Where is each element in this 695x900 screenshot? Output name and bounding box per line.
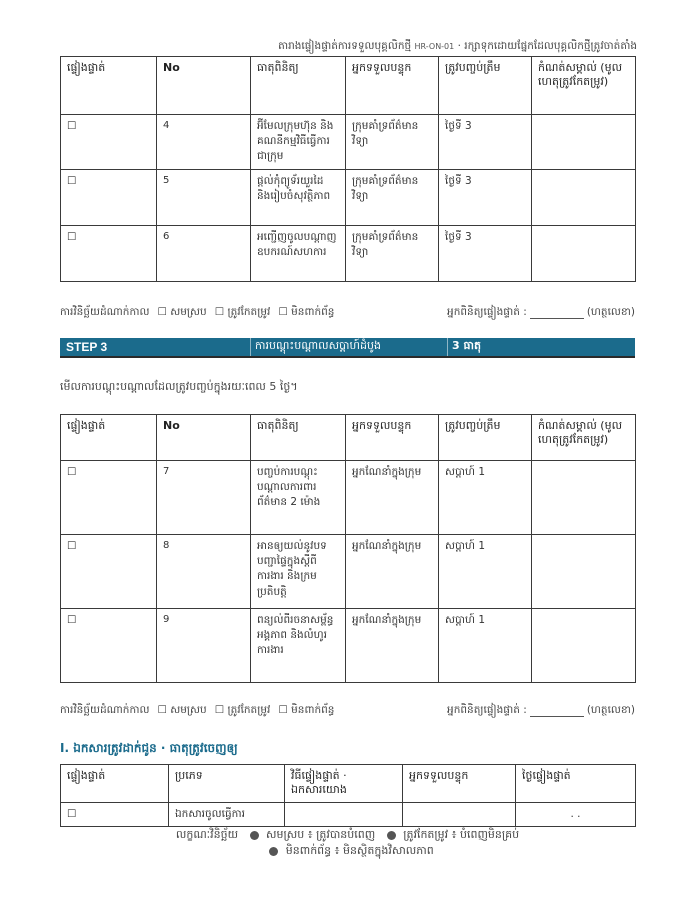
row-owner: អ្នកណែនាំក្នុងក្រុម <box>346 609 439 683</box>
row-checkbox[interactable]: ☐ <box>61 802 169 826</box>
header-check: ផ្ទៀងផ្ទាត់ <box>61 415 157 461</box>
table-header-row <box>61 57 636 115</box>
legend-appropriate: សមស្រប ៖ ត្រូវបានបំពេញ <box>266 828 376 841</box>
header-owner: អ្នកទទួលបន្ទុក <box>346 57 439 115</box>
header-owner: អ្នកទទួលបន្ទុក <box>346 415 439 461</box>
row-notes[interactable] <box>532 461 636 535</box>
row-notes[interactable] <box>532 609 636 683</box>
header-no: No <box>157 415 251 461</box>
decision-needs-fix-checkbox[interactable]: ☐ ត្រូវកែតម្រូវ <box>214 306 271 318</box>
row-owner: ក្រុមគាំទ្រព័ត៌មានវិទ្យា <box>346 115 439 170</box>
decision-label: ការវិនិច្ឆ័យដំណាក់កាល <box>60 306 150 318</box>
step-description: មើលការបណ្តុះបណ្តាលដែលត្រូវបញ្ចប់ក្នុងរយៈពេល 5 ថ្ងៃ។ <box>60 380 298 393</box>
decision-appropriate-checkbox[interactable]: ☐ សមស្រប <box>157 704 207 716</box>
table-row <box>61 461 636 535</box>
header-notes: កំណត់សម្គាល់ (មូលហេតុត្រូវកែតម្រូវ) <box>532 57 636 115</box>
table-header-row <box>61 765 636 803</box>
table-row <box>61 225 636 281</box>
step-name: ការបណ្តុះបណ្តាលសប្តាហ៍ដំបូង <box>250 338 447 356</box>
header-deadline: ត្រូវបញ្ចប់ត្រឹម <box>439 415 532 461</box>
header-notes: កំណត់សម្គាល់ (មូលហេតុត្រូវកែតម្រូវ) <box>532 415 636 461</box>
row-owner: អ្នកណែនាំក្នុងក្រុម <box>346 461 439 535</box>
row-checkbox[interactable]: ☐ <box>61 609 157 683</box>
table-row <box>61 609 636 683</box>
header-date: ថ្ងៃផ្ទៀងផ្ទាត់ <box>516 765 636 803</box>
step-number: STEP 3 <box>66 340 108 354</box>
legend-not-applicable: មិនពាក់ព័ន្ធ ៖ មិនស្ថិតក្នុងវិសាលភាព <box>285 844 434 857</box>
form-code: HR-ON-01 <box>414 42 455 51</box>
header-item: ធាតុពិនិត្យ <box>251 415 346 461</box>
row-notes[interactable] <box>532 169 636 225</box>
row-item: ផ្តល់កុំព្យូទ័រយួរដៃ និងរៀបចំសុវត្ថិភាព <box>251 169 346 225</box>
reviewer-label: អ្នកពិនិត្យផ្ទៀងផ្ទាត់ : <box>447 704 527 716</box>
table-row <box>61 802 636 826</box>
signature-label: (ហត្ថលេខា) <box>586 306 635 318</box>
signature-line[interactable] <box>530 309 584 319</box>
legend-line-1 <box>0 828 695 844</box>
row-item: អ៊ីមែលក្រុមហ៊ុន និងគណនីកម្មវិធីធ្វើការជាក្រុម <box>251 115 346 170</box>
header-check: ផ្ទៀងផ្ទាត់ <box>61 765 169 803</box>
bullet-icon <box>250 831 259 840</box>
legend-label: លក្ខណៈវិនិច្ឆ័យ <box>175 828 239 841</box>
stage-decision <box>60 704 635 719</box>
step-header-bar <box>60 338 635 358</box>
row-no: 8 <box>157 535 251 609</box>
bullet-icon <box>387 831 396 840</box>
table-header-row <box>61 415 636 461</box>
row-notes[interactable] <box>532 535 636 609</box>
row-no: 7 <box>157 461 251 535</box>
table-row <box>61 535 636 609</box>
row-item: អញ្ជើញចូលបណ្តាញឧបករណ៍សហការ <box>251 225 346 281</box>
row-no: 5 <box>157 169 251 225</box>
step-item-count: 3 ធាតុ <box>447 338 481 356</box>
row-deadline: សប្តាហ៍ 1 <box>439 461 532 535</box>
stage-decision <box>60 306 635 321</box>
row-date[interactable]: . . <box>516 802 636 826</box>
row-notes[interactable] <box>532 225 636 281</box>
table-row <box>61 115 636 170</box>
row-deadline: សប្តាហ៍ 1 <box>439 535 532 609</box>
section-title: I. ឯកសារត្រូវដាក់ជូន · ធាតុត្រូវចេញឲ្យ <box>60 741 238 755</box>
reviewer-label: អ្នកពិនិត្យផ្ទៀងផ្ទាត់ : <box>447 306 527 318</box>
header-check: ផ្ទៀងផ្ទាត់ <box>61 57 157 115</box>
row-item: បញ្ចប់ការបណ្តុះបណ្តាលការពារព័ត៌មាន 2 ម៉ោង <box>251 461 346 535</box>
row-owner[interactable] <box>403 802 516 826</box>
signature-line[interactable] <box>530 707 584 717</box>
documents-table <box>60 764 636 827</box>
row-item: អានឲ្យយល់នូវបទបញ្ជាផ្ទៃក្នុងស្តីពីការងារ និងក្រមប្រតិបត្តិ <box>251 535 346 609</box>
row-owner: ក្រុមគាំទ្រព័ត៌មានវិទ្យា <box>346 169 439 225</box>
row-deadline: ថ្ងៃទី 3 <box>439 169 532 225</box>
row-checkbox[interactable]: ☐ <box>61 461 157 535</box>
header-no: No <box>157 57 251 115</box>
decision-label: ការវិនិច្ឆ័យដំណាក់កាល <box>60 704 150 716</box>
decision-not-applicable-checkbox[interactable]: ☐ មិនពាក់ព័ន្ធ <box>278 306 335 318</box>
decision-appropriate-checkbox[interactable]: ☐ សមស្រប <box>157 306 207 318</box>
header-owner: អ្នកទទួលបន្ទុក <box>403 765 516 803</box>
row-method[interactable] <box>285 802 403 826</box>
row-checkbox[interactable]: ☐ <box>61 225 157 281</box>
row-owner: អ្នកណែនាំក្នុងក្រុម <box>346 535 439 609</box>
bullet-icon <box>269 847 278 856</box>
legend-needs-fix: ត្រូវកែតម្រូវ ៖ បំពេញមិនគ្រប់ <box>403 828 520 841</box>
row-checkbox[interactable]: ☐ <box>61 115 157 170</box>
row-notes[interactable] <box>532 115 636 170</box>
row-checkbox[interactable]: ☐ <box>61 535 157 609</box>
legend-line-2 <box>0 844 695 860</box>
checklist-table-step2 <box>60 56 636 282</box>
row-deadline: ថ្ងៃទី 3 <box>439 115 532 170</box>
row-type: ឯកសារចូលធ្វើការ <box>169 802 285 826</box>
table-row <box>61 169 636 225</box>
signature-label: (ហត្ថលេខា) <box>586 704 635 716</box>
row-no: 4 <box>157 115 251 170</box>
decision-needs-fix-checkbox[interactable]: ☐ ត្រូវកែតម្រូវ <box>214 704 271 716</box>
row-no: 9 <box>157 609 251 683</box>
row-no: 6 <box>157 225 251 281</box>
header-note <box>278 40 637 55</box>
header-type: ប្រភេទ <box>169 765 285 803</box>
header-note-prefix: តារាងផ្ទៀងផ្ទាត់ការទទួលបុគ្គលិកថ្មី <box>278 40 412 52</box>
header-deadline: ត្រូវបញ្ចប់ត្រឹម <box>439 57 532 115</box>
decision-not-applicable-checkbox[interactable]: ☐ មិនពាក់ព័ន្ធ <box>278 704 335 716</box>
header-method: វិធីផ្ទៀងផ្ទាត់ · ឯកសារយោង <box>285 765 403 803</box>
row-item: ពន្យល់ពីរចនាសម្ព័ន្ធអង្គភាព និងលំហូរការងារ <box>251 609 346 683</box>
row-owner: ក្រុមគាំទ្រព័ត៌មានវិទ្យា <box>346 225 439 281</box>
row-checkbox[interactable]: ☐ <box>61 169 157 225</box>
row-deadline: សប្តាហ៍ 1 <box>439 609 532 683</box>
header-note-suffix: · រក្សាទុកដោយផ្នែកដែលបុគ្គលិកថ្មីត្រូវចាត់តាំង <box>457 40 637 52</box>
row-deadline: ថ្ងៃទី 3 <box>439 225 532 281</box>
header-item: ធាតុពិនិត្យ <box>251 57 346 115</box>
checklist-table-step3 <box>60 414 636 683</box>
